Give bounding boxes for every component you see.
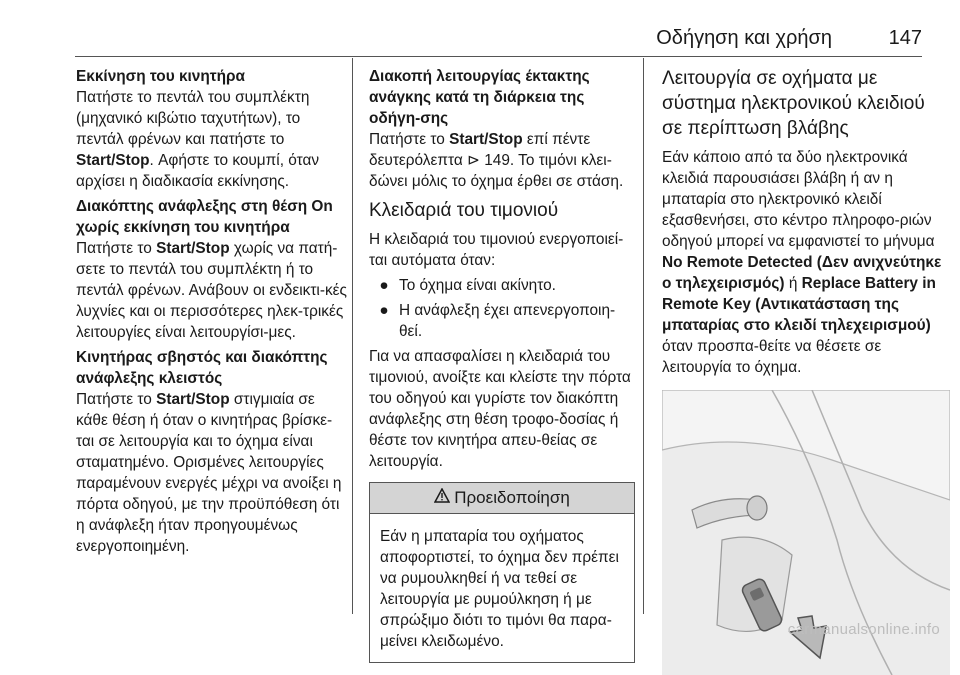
page-number: 147 [888, 27, 922, 49]
section-text: Εάν κάποιο από τα δύο ηλεκτρονικά κλειδιά παρουσιάσει βλάβη ή αν η μπαταρία στο ηλεκτρονικό κλειδί εξασθενήσει, στο κέντρο πληροφο-ριών οδηγού μπορεί να εμφανιστεί το μήνυμα [662, 149, 935, 250]
section-title: Διακόπτης ανάφλεξης στη θέση On χωρίς εκκίνηση του κινητήρα [76, 198, 333, 236]
steering-lock-heading: Κλειδαριά του τιμονιού [369, 200, 559, 221]
section-text: χωρίς να πατή-σετε το πεντάλ του συμπλέκτη ή το πεντάλ φρένων. Ανάβουν οι ενδεικτι-κές λυχνίες και οι περισσότερες ηλεκ-τρικές λειτουργίες είναι λειτουργίσι-μες. [76, 240, 347, 341]
message-no-remote: No Remote Detected (Δεν ανιχνεύτηκε ο τηλεχειρισμός) [662, 254, 942, 292]
warning-triangle-icon [434, 483, 450, 513]
steering-lock-intro: Η κλειδαριά του τιμονιού ενεργοποιεί-ται αυτόματα όταν: [369, 231, 624, 269]
section-title: Κινητήρας σβηστός και διακόπτης ανάφλεξης κλειστός [76, 349, 328, 387]
start-stop-label: Start/Stop [76, 152, 150, 169]
section-engine-start [76, 66, 348, 192]
steering-lock-text: Για να απασφαλίσει η κλειδαριά του τιμονιού, ανοίξτε και κλείστε την πόρτα του οδηγού και γυρίστε τον διακόπτη ανάφλεξης στη θέση τροφο-δοσίας ή θέστε τον κινητήρα απευ-θείας σε λειτουργία. [369, 348, 631, 470]
section-text: όταν προσπα-θείτε να θέσετε σε λειτουργία το όχημα. [662, 338, 882, 376]
list-item-text: Η ανάφλεξη έχει απενεργοποιη-θεί. [399, 302, 616, 340]
section-title: Διακοπή λειτουργίας έκτακτης ανάγκης κατά τη διάρκεια της οδήγη-σης [369, 68, 590, 127]
column-divider-2 [643, 58, 644, 614]
section-text: στιγμιαία σε κάθε θέση ή όταν ο κινητήρας βρίσκε-ται σε λειτουργία και το όχημα είναι σταματημένο. Ορισμένες λειτουργίες παραμένουν ενεργές μέχρι να ανοίξει η πόρτα οδηγού, με την προϋπόθεση ότι η ανάφλεξη ήταν προηγουμένως ενεργοποιημένη. [76, 391, 342, 555]
electronic-key-text [662, 147, 950, 378]
section-emergency-stop [369, 66, 635, 192]
section-text: Πατήστε το [369, 131, 445, 148]
header-divider [75, 56, 922, 57]
electronic-key-heading: Λειτουργία σε οχήματα με σύστημα ηλεκτρονικού κλειδιού σε περίπτωση βλάβης [662, 68, 925, 139]
warning-text: Εάν η μπαταρία του οχήματος αποφορτιστεί, το όχημα δεν πρέπει να ρυμουλκηθεί ή να τεθεί σε λειτουργία με ρυμούλκηση ή με σπρώξιμο διότι το τιμόνι θα παρα-μείνει κλειδωμένο. [380, 528, 619, 650]
section-text: Πατήστε το πεντάλ του συμπλέκτη (μηχανικό κιβώτιο ταχυτήτων), το πεντάλ φρένων και πατήστε το [76, 89, 310, 148]
page-header-title: Οδήγηση και χρήση [656, 27, 832, 49]
column-3 [662, 66, 950, 675]
section-text: . Το τιμόνι κλει-δώνει μόλις το όχημα έρθει σε στάση. [369, 152, 624, 190]
warning-header [370, 483, 634, 514]
watermark: carmanualsonline.info [787, 621, 940, 638]
cross-ref-page: 149 [484, 152, 510, 169]
list-item-text: Το όχημα είναι ακίνητο. [399, 277, 556, 294]
bullet-icon: ● [379, 302, 389, 319]
start-stop-label: Start/Stop [156, 391, 230, 408]
section-text: επί πέντε δευτερόλεπτα [369, 131, 591, 169]
start-stop-label: Start/Stop [156, 240, 230, 257]
section-ignition-on [76, 196, 348, 343]
section-text: Πατήστε το [76, 240, 152, 257]
section-engine-off [76, 347, 348, 557]
message-replace-battery: Replace Battery in Remote Key (Αντικατάσταση της μπαταρίας στο κλειδί τηλεχειρισμού) [662, 275, 936, 334]
warning-title: Προειδοποίηση [454, 488, 570, 507]
cross-ref-link[interactable] [467, 152, 510, 169]
section-text: . Αφήστε το κουμπί, όταν αρχίσει η διαδικασία εκκίνησης. [76, 152, 320, 190]
warning-box [369, 482, 635, 663]
list-item [369, 275, 635, 296]
column-2 [369, 66, 635, 663]
bullet-icon: ● [379, 277, 389, 294]
arrow-right-icon: ⊳ [467, 152, 480, 169]
column-divider-1 [352, 58, 353, 614]
column-1 [76, 66, 348, 561]
start-stop-label: Start/Stop [449, 131, 523, 148]
section-title: Εκκίνηση του κινητήρα [76, 68, 246, 85]
section-text: Πατήστε το [76, 391, 152, 408]
section-text: ή [788, 275, 798, 292]
list-item [369, 300, 635, 342]
